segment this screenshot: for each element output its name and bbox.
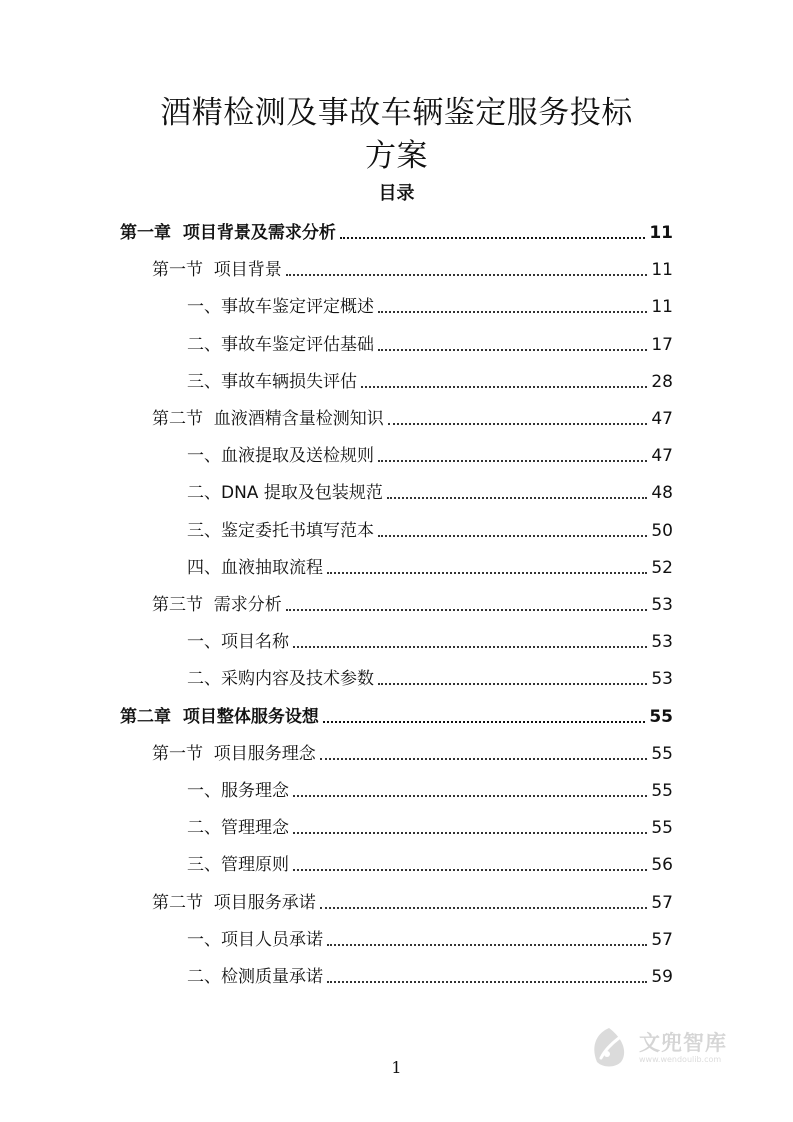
toc-entry[interactable] [187,549,673,579]
toc-entry-label: 一、事故车鉴定评定概述 [187,297,374,318]
toc-entry-label: 三、鉴定委托书填写范本 [187,520,374,541]
toc-entry-page: 11 [651,260,673,281]
toc-entry-label: 二、检测质量承诺 [187,967,323,987]
toc-entry-page: 55 [651,743,673,764]
dot-leader [378,311,647,313]
toc-heading: 目录 [378,183,415,204]
dot-leader [378,535,647,537]
toc-entry[interactable] [120,698,673,728]
document-title [0,92,793,178]
toc-entry[interactable] [152,251,673,281]
toc-entry-page: 53 [651,669,673,690]
toc-entry[interactable] [187,623,673,653]
toc-entry-label: 第一节 项目背景 [152,260,282,281]
toc-entry[interactable] [187,809,673,839]
toc-entry[interactable] [187,512,673,542]
toc-entry-page: 55 [651,818,673,839]
toc-entry-page: 59 [651,967,673,987]
title-line-1: 酒精检测及事故车辆鉴定服务投标 [160,95,633,131]
toc-entry[interactable] [187,958,673,988]
toc-entry-label: 第二节 项目服务承诺 [152,892,316,913]
dot-leader [293,869,647,871]
toc-entry-page: 56 [651,855,673,876]
watermark-brand: 文兜智库 [639,1031,727,1055]
toc-entry[interactable] [187,363,673,393]
dot-leader [327,981,647,983]
toc-entry-page: 53 [651,595,673,615]
dot-leader [378,460,647,462]
dot-leader [320,758,648,760]
dot-leader [320,907,648,909]
toc-entry[interactable] [187,660,673,690]
toc-entry-page: 55 [651,781,673,801]
toc-entry-label: 一、项目名称 [187,632,289,653]
toc-entry-page: 52 [651,557,673,578]
toc-entry-page: 48 [651,483,673,504]
toc-entry-page: 50 [651,520,673,541]
toc-entry[interactable] [120,214,673,244]
watermark [585,1018,765,1078]
toc-entry-label: 第二节 血液酒精含量检测知识 [152,409,384,429]
toc-entry[interactable] [187,846,673,876]
toc-entry-page: 11 [651,297,673,318]
toc-entry[interactable] [187,921,673,951]
dot-leader [286,274,648,276]
toc-entry-label: 一、血液提取及送检规则 [187,446,374,467]
toc-entry-label: 四、血液抽取流程 [187,557,323,578]
toc-entry-label: 二、DNA 提取及包装规范 [187,483,383,504]
toc-entry-label: 二、事故车鉴定评估基础 [187,334,374,355]
toc-entry[interactable] [187,437,673,467]
toc-entry-label: 第一节 项目服务理念 [152,743,316,764]
toc-entry-label: 二、管理理念 [187,818,289,839]
toc-entry-label: 一、服务理念 [187,781,289,801]
dot-leader [327,572,647,574]
toc-entry-page: 57 [651,929,673,950]
toc-entry[interactable] [187,288,673,318]
toc-entry[interactable] [187,326,673,356]
toc-entry-label: 三、事故车辆损失评估 [187,371,357,392]
toc-entry-page: 11 [649,223,673,243]
toc-entry-label: 第二章 项目整体服务设想 [120,706,319,727]
toc-entry[interactable] [187,474,673,504]
dot-leader [378,683,647,685]
toc-entry-page: 55 [649,706,673,727]
toc-entry[interactable] [187,772,673,802]
toc-entry-page: 47 [651,409,673,429]
dot-leader [293,832,647,834]
dot-leader [286,609,648,611]
toc-entry-page: 28 [651,371,673,392]
dot-leader [323,721,645,723]
dot-leader [340,237,645,239]
toc-entry-label: 第一章 项目背景及需求分析 [120,223,336,243]
page-number: 1 [391,1058,402,1077]
toc-entry-page: 17 [651,334,673,355]
toc-entry-label: 第三节 需求分析 [152,595,282,615]
toc-entry-page: 53 [651,632,673,653]
dot-leader [378,349,647,351]
toc-entry[interactable] [152,735,673,765]
dot-leader [388,423,648,425]
dot-leader [361,386,647,388]
toc-entry-label: 三、管理原则 [187,855,289,876]
dot-leader [387,497,648,499]
dot-leader [293,795,647,797]
toc-entry[interactable] [152,884,673,914]
dot-leader [327,944,647,946]
toc-entry[interactable] [152,400,673,430]
toc-entry-page: 57 [651,892,673,913]
title-line-2: 方案 [365,138,428,174]
watermark-text [639,1031,727,1065]
leaf-logo-icon [585,1024,633,1072]
toc-entry-page: 47 [651,446,673,467]
toc-entry-label: 二、采购内容及技术参数 [187,669,374,690]
dot-leader [293,646,647,648]
toc-entry[interactable] [152,586,673,616]
watermark-url: www.wendoulib.com [639,1055,722,1064]
toc-entry-label: 一、项目人员承诺 [187,929,323,950]
